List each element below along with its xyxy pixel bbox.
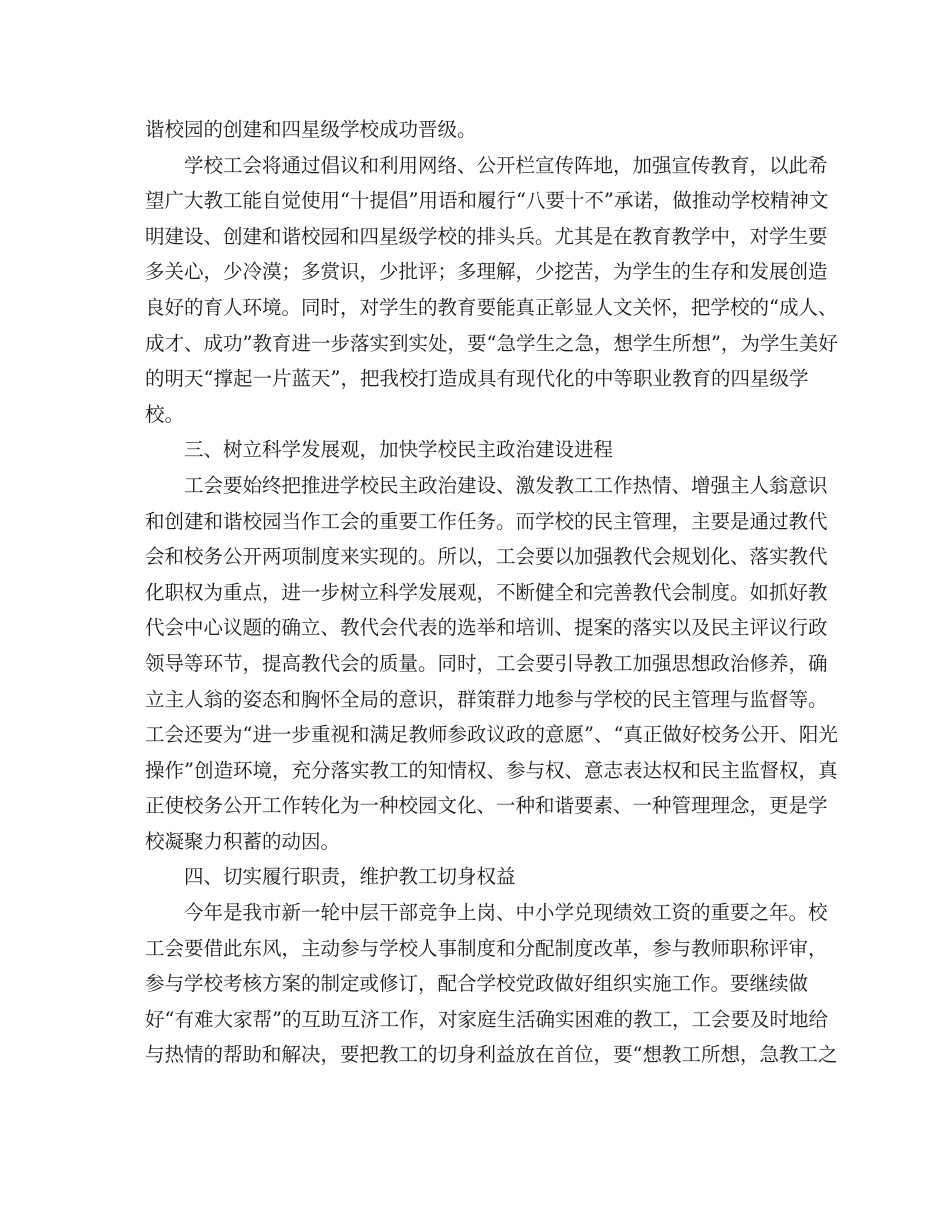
text-line-4: 明建设、创建和谐校园和四星级学校的排头兵。尤其是在教育教学中，对学生要: [145, 224, 828, 248]
text-line-2: 学校工会将通过倡议和利用网络、公开栏宣传阵地，加强宣传教育，以此希: [184, 153, 828, 177]
text-line-7: 成才、成功”教育进一步落实到实处，要“急学生之急，想学生所想”，为学生美好: [145, 331, 838, 355]
text-line-3: 望广大教工能自觉使用“十提倡”用语和履行“八要十不”承诺，做推动学校精神文: [145, 189, 829, 213]
text-line-13: 会和校务公开两项制度来实现的。所以，工会要以加强教代会规划化、落实教代: [145, 545, 828, 569]
text-line-15: 代会中心议题的确立、教代会代表的选举和培训、提案的落实以及民主评议行政: [145, 616, 828, 640]
text-line-16: 领导等环节，提高教代会的质量。同时，工会要引导教工加强思想政治修养，确: [145, 651, 828, 675]
text-line-19: 操作”创造环境，充分落实教工的知情权、参与权、意志表达权和民主监督权，真: [145, 758, 838, 782]
text-line-5: 多关心，少冷漠；多赏识，少批评；多理解，少挖苦，为学生的生存和发展创造: [145, 260, 828, 284]
text-line-25: 参与学校考核方案的制定或修订，配合学校党政做好组织实施工作。要继续做: [145, 972, 809, 996]
text-line-23: 今年是我市新一轮中层干部竞争上岗、中小学兑现绩效工资的重要之年。校: [184, 901, 828, 925]
text-line-8: 的明天“撑起一片蓝天”，把我校打造成具有现代化的中等职业教育的四星级学: [145, 367, 809, 391]
text-line-12: 和创建和谐校园当作工会的重要工作任务。而学校的民主管理，主要是通过教代: [145, 509, 828, 533]
text-line-1: 谐校园的创建和四星级学校成功晋级。: [145, 118, 477, 141]
text-line-9: 校。: [145, 402, 185, 426]
text-line-26: 好“有难大家帮”的互助互济工作，对家庭生活确实困难的教工，工会要及时地给: [145, 1007, 828, 1031]
document-body: [145, 112, 838, 1073]
text-line-14: 化职权为重点，进一步树立科学发展观，不断健全和完善教代会制度。如抓好教: [145, 580, 828, 604]
text-line-11: 工会要始终把推进学校民主政治建设、激发教工工作热情、增强主人翁意识: [184, 473, 828, 497]
text-line-27: 与热情的帮助和解决，要把教工的切身利益放在首位，要“想教工所想，急教工之: [145, 1043, 838, 1067]
text-line-18: 工会还要为“进一步重视和满足教师参政议政的意愿”、“真正做好校务公开、阳光: [145, 723, 838, 747]
text-line-21: 校凝聚力积蓄的动因。: [145, 829, 341, 853]
text-line-6: 良好的育人环境。同时，对学生的教育要能真正彰显人文关怀，把学校的“成人、: [145, 295, 838, 319]
section-heading-4: 四、切实履行职责，维护教工切身权益: [184, 865, 516, 889]
section-heading-3: 三、树立科学发展观，加快学校民主政治建设进程: [184, 438, 614, 462]
text-line-24: 工会要借此东风，主动参与学校人事制度和分配制度改革，参与教师职称评审，: [145, 936, 828, 960]
text-line-17: 立主人翁的姿态和胸怀全局的意识，群策群力地参与学校的民主管理与监督等。: [145, 687, 828, 711]
text-line-20: 正使校务公开工作转化为一种校园文化、一种和谐要素、一种管理理念，更是学: [145, 794, 828, 818]
